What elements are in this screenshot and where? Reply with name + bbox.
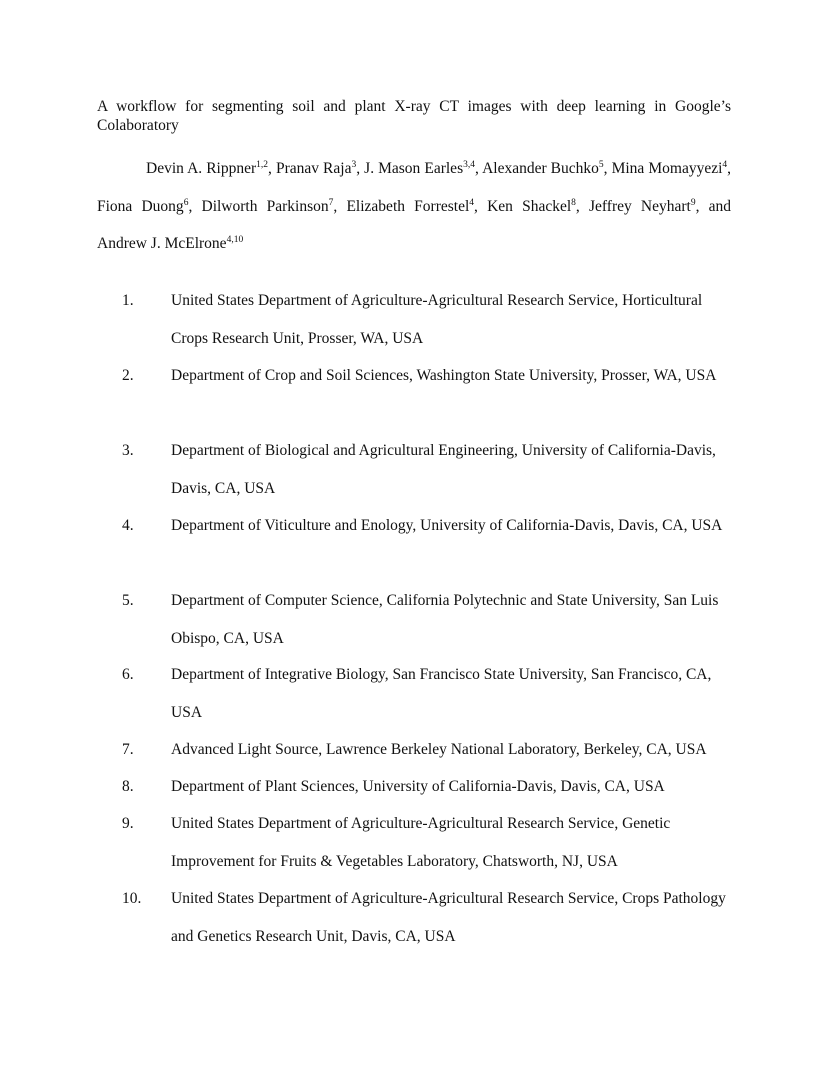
affiliation-text: United States Department of Agriculture-Agricultural Research Service, Genetic Improvement for Fruits & Vegetables Laboratory, Chatsworth, NJ, USA xyxy=(171,815,671,870)
author-name: Dilworth Parkinson xyxy=(201,197,329,215)
author-affiliation-marker: 8 xyxy=(571,197,576,208)
author-affiliation-marker: 5 xyxy=(598,159,604,170)
affiliation-number: 6. xyxy=(122,666,134,683)
affiliation-text: United States Department of Agriculture-Agricultural Research Service, Crops Pathology and Genetics Research Unit, Davis, CA, USA xyxy=(171,890,726,945)
author xyxy=(146,160,268,177)
author-name: Elizabeth Forrestel xyxy=(346,197,470,215)
author-separator: , xyxy=(603,160,612,177)
author xyxy=(589,198,696,215)
author-separator: , xyxy=(333,197,347,215)
author xyxy=(612,160,728,177)
author-affiliation-marker: 1,2 xyxy=(256,159,269,170)
author xyxy=(97,198,188,215)
affiliation-text: United States Department of Agriculture-Agricultural Research Service, Horticultural Crops Research Unit, Prosser, WA, USA xyxy=(171,292,703,347)
affiliation-text: Advanced Light Source, Lawrence Berkeley National Laboratory, Berkeley, CA, USA xyxy=(171,741,707,758)
author-affiliation-marker: 4,10 xyxy=(226,234,244,245)
author-separator: , xyxy=(575,197,589,215)
author-separator: , xyxy=(727,160,732,177)
author-affiliation-marker: 7 xyxy=(328,197,334,208)
author xyxy=(487,198,576,215)
author-separator: , and xyxy=(695,197,732,215)
author-affiliation-marker: 4 xyxy=(722,159,728,170)
author xyxy=(364,160,475,177)
author-name: Fiona Duong xyxy=(97,197,184,215)
author xyxy=(97,235,243,252)
affiliation-text: Department of Biological and Agricultural Engineering, University of California-Davis, Davis, CA, USA xyxy=(171,442,716,497)
affiliation-number: 3. xyxy=(122,442,134,459)
author-name: Mina Momayyezi xyxy=(611,160,723,177)
affiliation-text: Department of Integrative Biology, San Francisco State University, San Francisco, CA, USA xyxy=(171,666,712,721)
affiliation-number: 7. xyxy=(122,741,134,758)
affiliation-number: 2. xyxy=(122,367,134,384)
author-separator: , xyxy=(356,160,365,177)
author-name: Alexander Buchko xyxy=(482,160,599,177)
author-separator: , xyxy=(474,160,483,177)
author-affiliation-marker: 9 xyxy=(690,197,696,208)
author-list xyxy=(97,150,731,263)
author-name: Jeffrey Neyhart xyxy=(588,197,691,215)
author xyxy=(276,160,356,177)
author-affiliation-marker: 4 xyxy=(469,197,475,208)
affiliation-text: Department of Viticulture and Enology, University of California-Davis, Davis, CA, USA xyxy=(171,517,723,534)
affiliation-number: 8. xyxy=(122,778,134,795)
affiliation-text: Department of Plant Sciences, University of California-Davis, Davis, CA, USA xyxy=(171,778,665,795)
author-affiliation-marker: 3 xyxy=(351,159,357,170)
author xyxy=(346,198,474,215)
author xyxy=(202,198,334,215)
author-name: Ken Shackel xyxy=(487,197,572,215)
affiliation-number: 9. xyxy=(122,815,134,832)
author-name: Devin A. Rippner xyxy=(146,160,257,177)
affiliation-number: 10. xyxy=(122,890,142,907)
paper-title: A workflow for segmenting soil and plant X-ray CT images with deep learning in Google’s Colaboratory xyxy=(97,98,731,134)
author-name: J. Mason Earles xyxy=(364,160,464,177)
author-affiliation-marker: 6 xyxy=(183,197,189,208)
affiliation-number: 5. xyxy=(122,592,134,609)
author-separator: , xyxy=(188,197,202,215)
author-name: Andrew J. McElrone xyxy=(97,235,227,252)
author-affiliation-marker: 3,4 xyxy=(463,159,475,170)
affiliation-text: Department of Computer Science, California Polytechnic and State University, San Luis Obispo, CA, USA xyxy=(171,592,719,647)
author-name: Pranav Raja xyxy=(275,160,352,177)
author xyxy=(482,160,604,177)
author-separator: , xyxy=(474,197,488,215)
author-separator: , xyxy=(268,160,276,177)
affiliation-number: 4. xyxy=(122,517,134,534)
affiliation-number: 1. xyxy=(122,292,134,309)
affiliation-text: Department of Crop and Soil Sciences, Washington State University, Prosser, WA, USA xyxy=(171,367,717,384)
